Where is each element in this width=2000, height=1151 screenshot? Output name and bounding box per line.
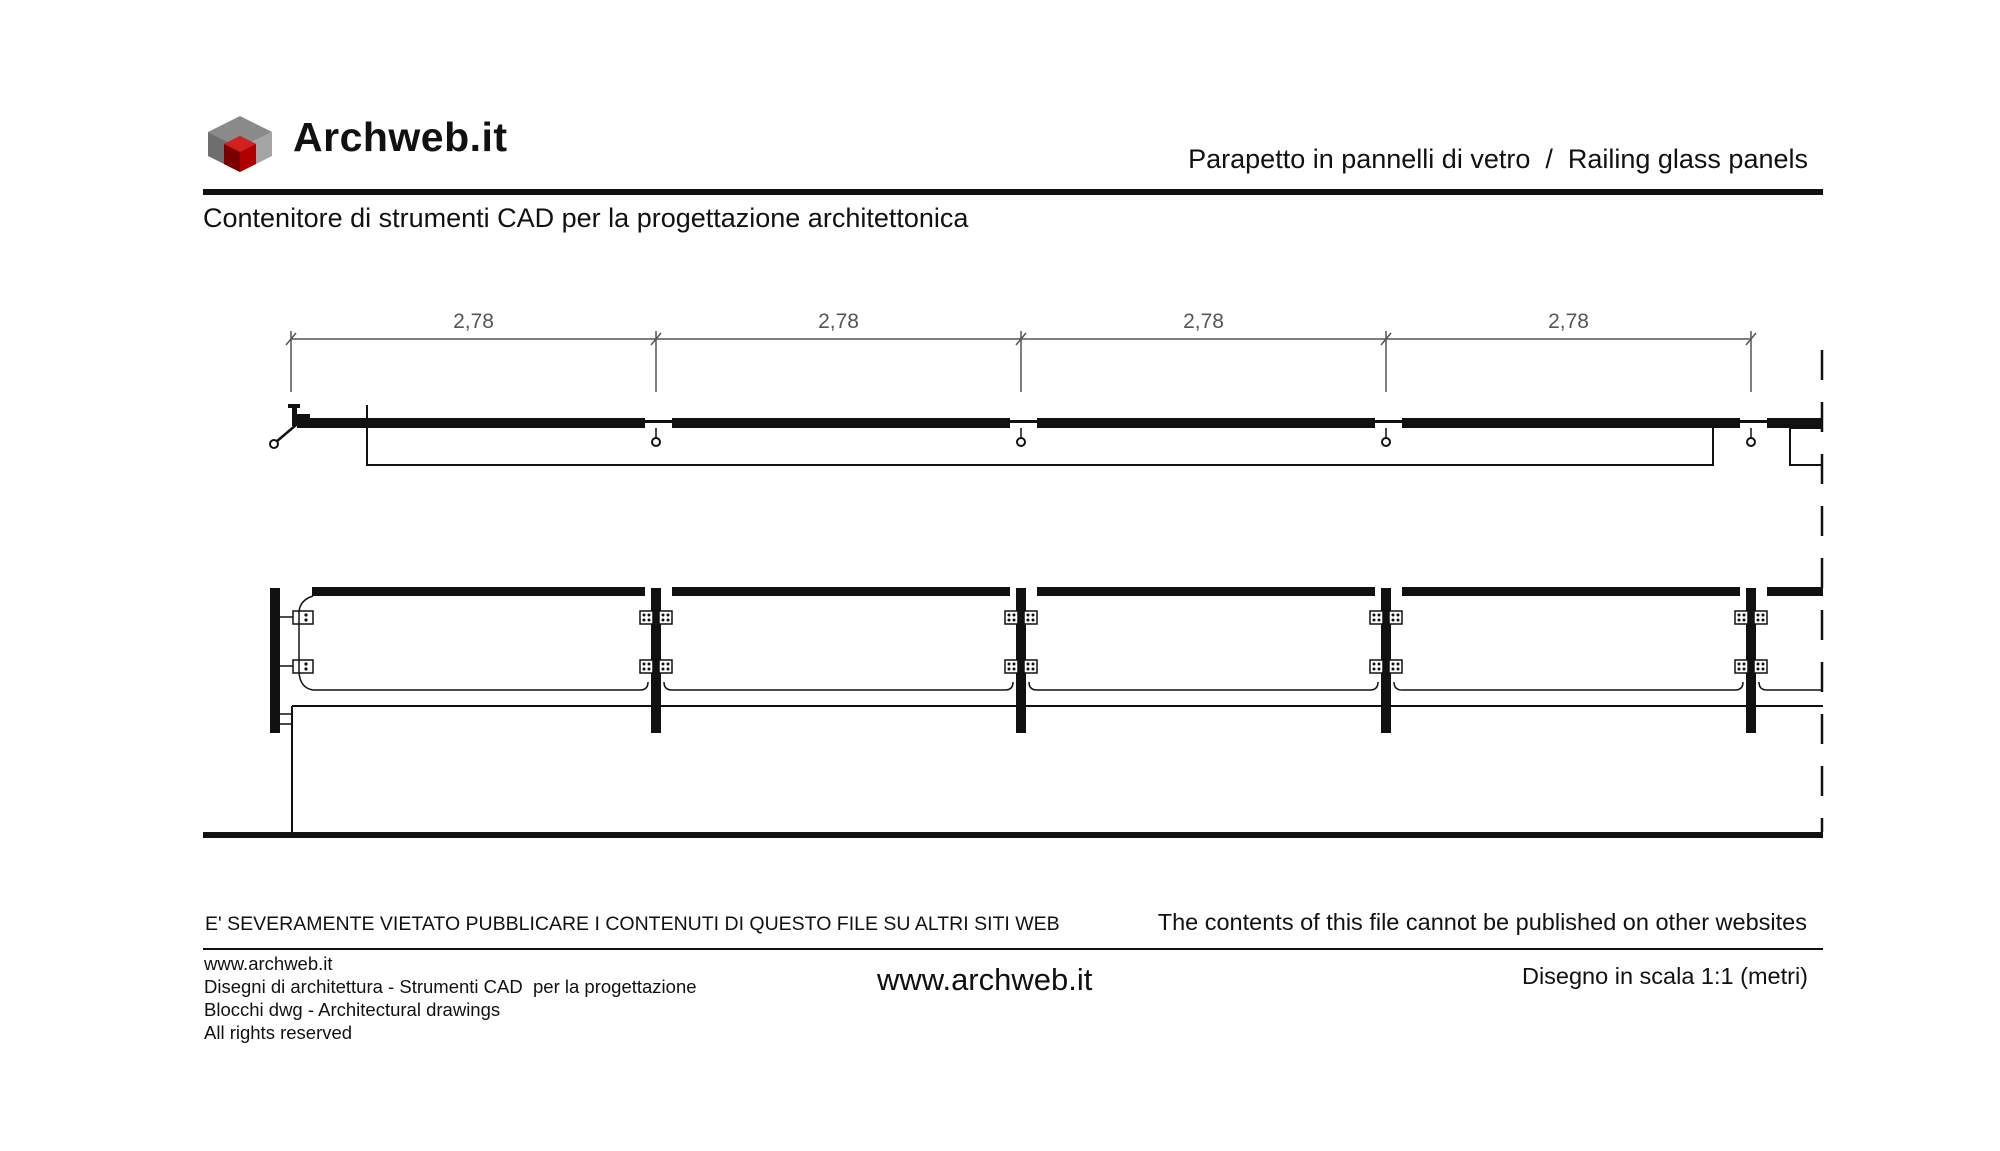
plan-post-node: [1382, 438, 1390, 446]
clamp-bolt: [1378, 619, 1381, 622]
glass-clamp: [1370, 660, 1383, 673]
clamp-bolt: [667, 668, 670, 671]
clamp-bolt: [1743, 614, 1746, 617]
plan-post-node: [652, 438, 660, 446]
drawing-title: Parapetto in pannelli di vetro / Railing glass panels: [1188, 144, 1808, 174]
glass-clamp: [1735, 660, 1748, 673]
clamp-bolt: [1738, 663, 1741, 666]
website-link[interactable]: www.archweb.it: [877, 962, 1093, 997]
clamp-bolt: [1027, 668, 1030, 671]
glass-clamp: [1389, 611, 1402, 624]
glass-clamp: [1389, 660, 1402, 673]
elev-handrail-segment: [1037, 587, 1375, 596]
clamp-bolt: [662, 663, 665, 666]
clamp-bolt: [1373, 663, 1376, 666]
clamp-bolt: [1757, 668, 1760, 671]
footer-rule: [203, 948, 1823, 950]
clamp-bolt: [1013, 663, 1016, 666]
clamp-bolt: [667, 663, 670, 666]
clamp-bolt: [1757, 614, 1760, 617]
clamp-bolt: [643, 668, 646, 671]
glass-clamp: [1005, 660, 1018, 673]
plan-view: [270, 404, 1823, 465]
dimension-label: 2,78: [818, 310, 859, 333]
glass-panel-edge: [313, 682, 648, 690]
credits-block: [204, 952, 697, 1044]
glass-clamp: [1370, 611, 1383, 624]
clamp-bolt: [1397, 619, 1400, 622]
clamp-bolt: [1008, 668, 1011, 671]
clamp-bolt: [1013, 614, 1016, 617]
glass-panel-edge: [1394, 682, 1743, 690]
clamp-bolt: [1392, 668, 1395, 671]
clamp-bolt: [1032, 668, 1035, 671]
clamp-bolt: [1762, 668, 1765, 671]
clamp-bolt: [1397, 668, 1400, 671]
plan-glass-outline: [1790, 428, 1823, 465]
clamp-bolt: [1378, 614, 1381, 617]
wall-clamp: [280, 660, 313, 673]
clamp-bolt: [1032, 614, 1035, 617]
clamp-bolt: [1027, 614, 1030, 617]
clamp-bolt: [643, 619, 646, 622]
clamp-bolt: [1013, 668, 1016, 671]
clamp-bolt: [1032, 619, 1035, 622]
plan-handrail-segment: [1402, 418, 1740, 428]
clamp-bolt: [1373, 619, 1376, 622]
glass-clamp: [1735, 611, 1748, 624]
plan-joint: [645, 420, 672, 423]
ground-line: [203, 832, 1823, 838]
clamp-bolt: [1378, 668, 1381, 671]
clamp-bolt: [1013, 619, 1016, 622]
plan-handrail-segment: [1767, 418, 1823, 428]
plan-hinge-node: [270, 440, 278, 448]
header-rule: [203, 189, 1823, 195]
glass-clamp: [1024, 660, 1037, 673]
clamp-bolt: [1373, 668, 1376, 671]
dimension-label: 2,78: [453, 310, 494, 333]
plan-handrail-segment: [672, 418, 1010, 428]
dimension-label: 2,78: [1548, 310, 1589, 333]
glass-clamp: [1754, 611, 1767, 624]
clamp-bolt: [1008, 619, 1011, 622]
clamp-bolt: [648, 668, 651, 671]
elev-handrail-segment: [312, 587, 645, 596]
clamp-bolt: [1757, 619, 1760, 622]
clamp-bolt: [648, 614, 651, 617]
elev-handrail-segment: [672, 587, 1010, 596]
glass-clamp: [1024, 611, 1037, 624]
plan-end-cap: [288, 404, 300, 408]
clamp-bolt: [662, 614, 665, 617]
clamp-bolt: [1738, 668, 1741, 671]
glass-clamp: [640, 660, 653, 673]
elev-glass-corner: [299, 596, 313, 690]
plan-glass-outline: [367, 405, 1713, 465]
dimension-label: 2,78: [1183, 310, 1224, 333]
credit-line: All rights reserved: [204, 1022, 353, 1043]
copyright-notice-en: The contents of this file cannot be published on other websites: [1157, 909, 1807, 935]
clamp-bolt: [1738, 619, 1741, 622]
brand-name: Archweb.it: [293, 114, 508, 160]
clamp-bolt: [662, 619, 665, 622]
clamp-bolt: [648, 663, 651, 666]
glass-panel-edge: [664, 682, 1013, 690]
glass-clamp: [1754, 660, 1767, 673]
elev-handrail-segment: [1767, 587, 1823, 596]
wall-clamp: [280, 611, 313, 624]
clamp-bolt: [1027, 619, 1030, 622]
elev-handrail-segment: [1402, 587, 1740, 596]
clamp-bolt: [1392, 663, 1395, 666]
clamp-bolt: [1757, 663, 1760, 666]
glass-clamp: [659, 660, 672, 673]
subtitle: Contenitore di strumenti CAD per la progettazione architettonica: [203, 203, 969, 233]
glass-clamp: [640, 611, 653, 624]
clamp-bolt: [1397, 663, 1400, 666]
clamp-bolt: [667, 614, 670, 617]
glass-panel-edge: [1029, 682, 1378, 690]
clamp-bolt: [1392, 619, 1395, 622]
clamp-bolt: [1397, 614, 1400, 617]
glass-clamp: [1005, 611, 1018, 624]
clamp-bolt: [1392, 614, 1395, 617]
elevation-view: [203, 587, 1823, 838]
plan-joint: [1010, 420, 1037, 423]
clamp-bolt: [1373, 614, 1376, 617]
clamp-bolt: [643, 663, 646, 666]
clamp-bolt: [1378, 663, 1381, 666]
scale-note: Disegno in scala 1:1 (metri): [1521, 963, 1808, 989]
clamp-bolt: [1027, 663, 1030, 666]
glass-panel-edge: [1759, 682, 1823, 690]
dimension-chain: [286, 310, 1756, 392]
credit-line: Blocchi dwg - Architectural drawings: [204, 999, 501, 1020]
clamp-bolt: [1762, 663, 1765, 666]
plan-joint: [1740, 420, 1767, 423]
plan-post-node: [1747, 438, 1755, 446]
glass-clamp: [659, 611, 672, 624]
plan-end-cap: [297, 414, 310, 428]
clamp-bolt: [1032, 663, 1035, 666]
plan-hinge-line: [276, 425, 296, 442]
copyright-notice-it: E' SEVERAMENTE VIETATO PUBBLICARE I CONTENUTI DI QUESTO FILE SU ALTRI SITI WEB: [205, 913, 1060, 935]
plan-joint: [1375, 420, 1402, 423]
clamp-bolt: [1743, 663, 1746, 666]
clamp-bolt: [662, 668, 665, 671]
clamp-bolt: [1738, 614, 1741, 617]
clamp-bolt: [1008, 614, 1011, 617]
credit-line: www.archweb.it: [204, 953, 333, 974]
credit-line: Disegni di architettura - Strumenti CAD per la progettazione: [204, 976, 697, 997]
clamp-bolt: [648, 619, 651, 622]
clamp-bolt: [667, 619, 670, 622]
clamp-bolt: [1743, 668, 1746, 671]
clamp-bolt: [1008, 663, 1011, 666]
clamp-bolt: [643, 614, 646, 617]
plan-handrail-segment: [1037, 418, 1375, 428]
elev-wall-post: [270, 588, 280, 733]
plan-post-node: [1017, 438, 1025, 446]
clamp-bolt: [1762, 619, 1765, 622]
clamp-bolt: [1762, 614, 1765, 617]
clamp-bolt: [1743, 619, 1746, 622]
plan-handrail-segment: [310, 418, 645, 428]
